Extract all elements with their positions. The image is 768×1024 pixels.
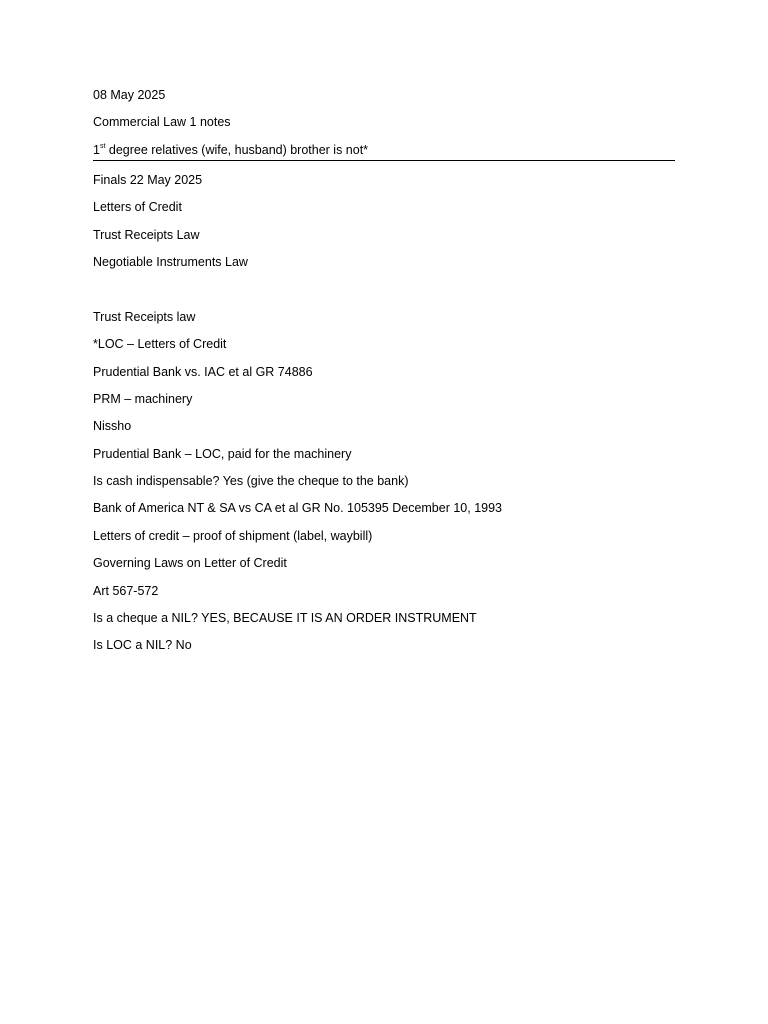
finals-date-line: Finals 22 May 2025	[93, 172, 203, 187]
notes-title: Commercial Law 1 notes	[93, 115, 231, 130]
relatives-note-superscript: st	[99, 142, 106, 150]
topic-negotiable-instruments: Negotiable Instruments Law	[93, 254, 248, 269]
relatives-note	[93, 141, 675, 161]
loc-definition: *LOC – Letters of Credit	[93, 337, 227, 352]
note-prudential-loc: Prudential Bank – LOC, paid for the machinery	[93, 446, 352, 461]
case-prudential-bank: Prudential Bank vs. IAC et al GR 74886	[93, 364, 313, 379]
note-nissho: Nissho	[93, 419, 132, 434]
question-cheque-nil: Is a cheque a NIL? YES, BECAUSE IT IS AN ORDER INSTRUMENT	[93, 611, 477, 626]
document-body[interactable]	[93, 86, 675, 664]
topic-letters-of-credit: Letters of Credit	[93, 200, 182, 215]
note-prm: PRM – machinery	[93, 391, 193, 406]
date-line: 08 May 2025	[93, 88, 166, 102]
heading-governing-laws: Governing Laws on Letter of Credit	[93, 556, 287, 571]
question-loc-nil: Is LOC a NIL? No	[93, 638, 192, 653]
case-bank-of-america: Bank of America NT & SA vs CA et al GR No. 105395 December 10, 1993	[93, 501, 503, 516]
relatives-note-text: degree relatives (wife, husband) brother is not*	[105, 142, 369, 157]
note-proof-of-shipment: Letters of credit – proof of shipment (label, waybill)	[93, 528, 373, 543]
question-cash: Is cash indispensable? Yes (give the cheque to the bank)	[93, 474, 409, 489]
topic-trust-receipts: Trust Receipts Law	[93, 227, 200, 242]
section-heading-trust-receipts: Trust Receipts law	[93, 309, 196, 324]
note-articles: Art 567-572	[93, 583, 159, 598]
relatives-note-ordinal: 1	[93, 142, 100, 157]
blank-line	[93, 280, 675, 298]
